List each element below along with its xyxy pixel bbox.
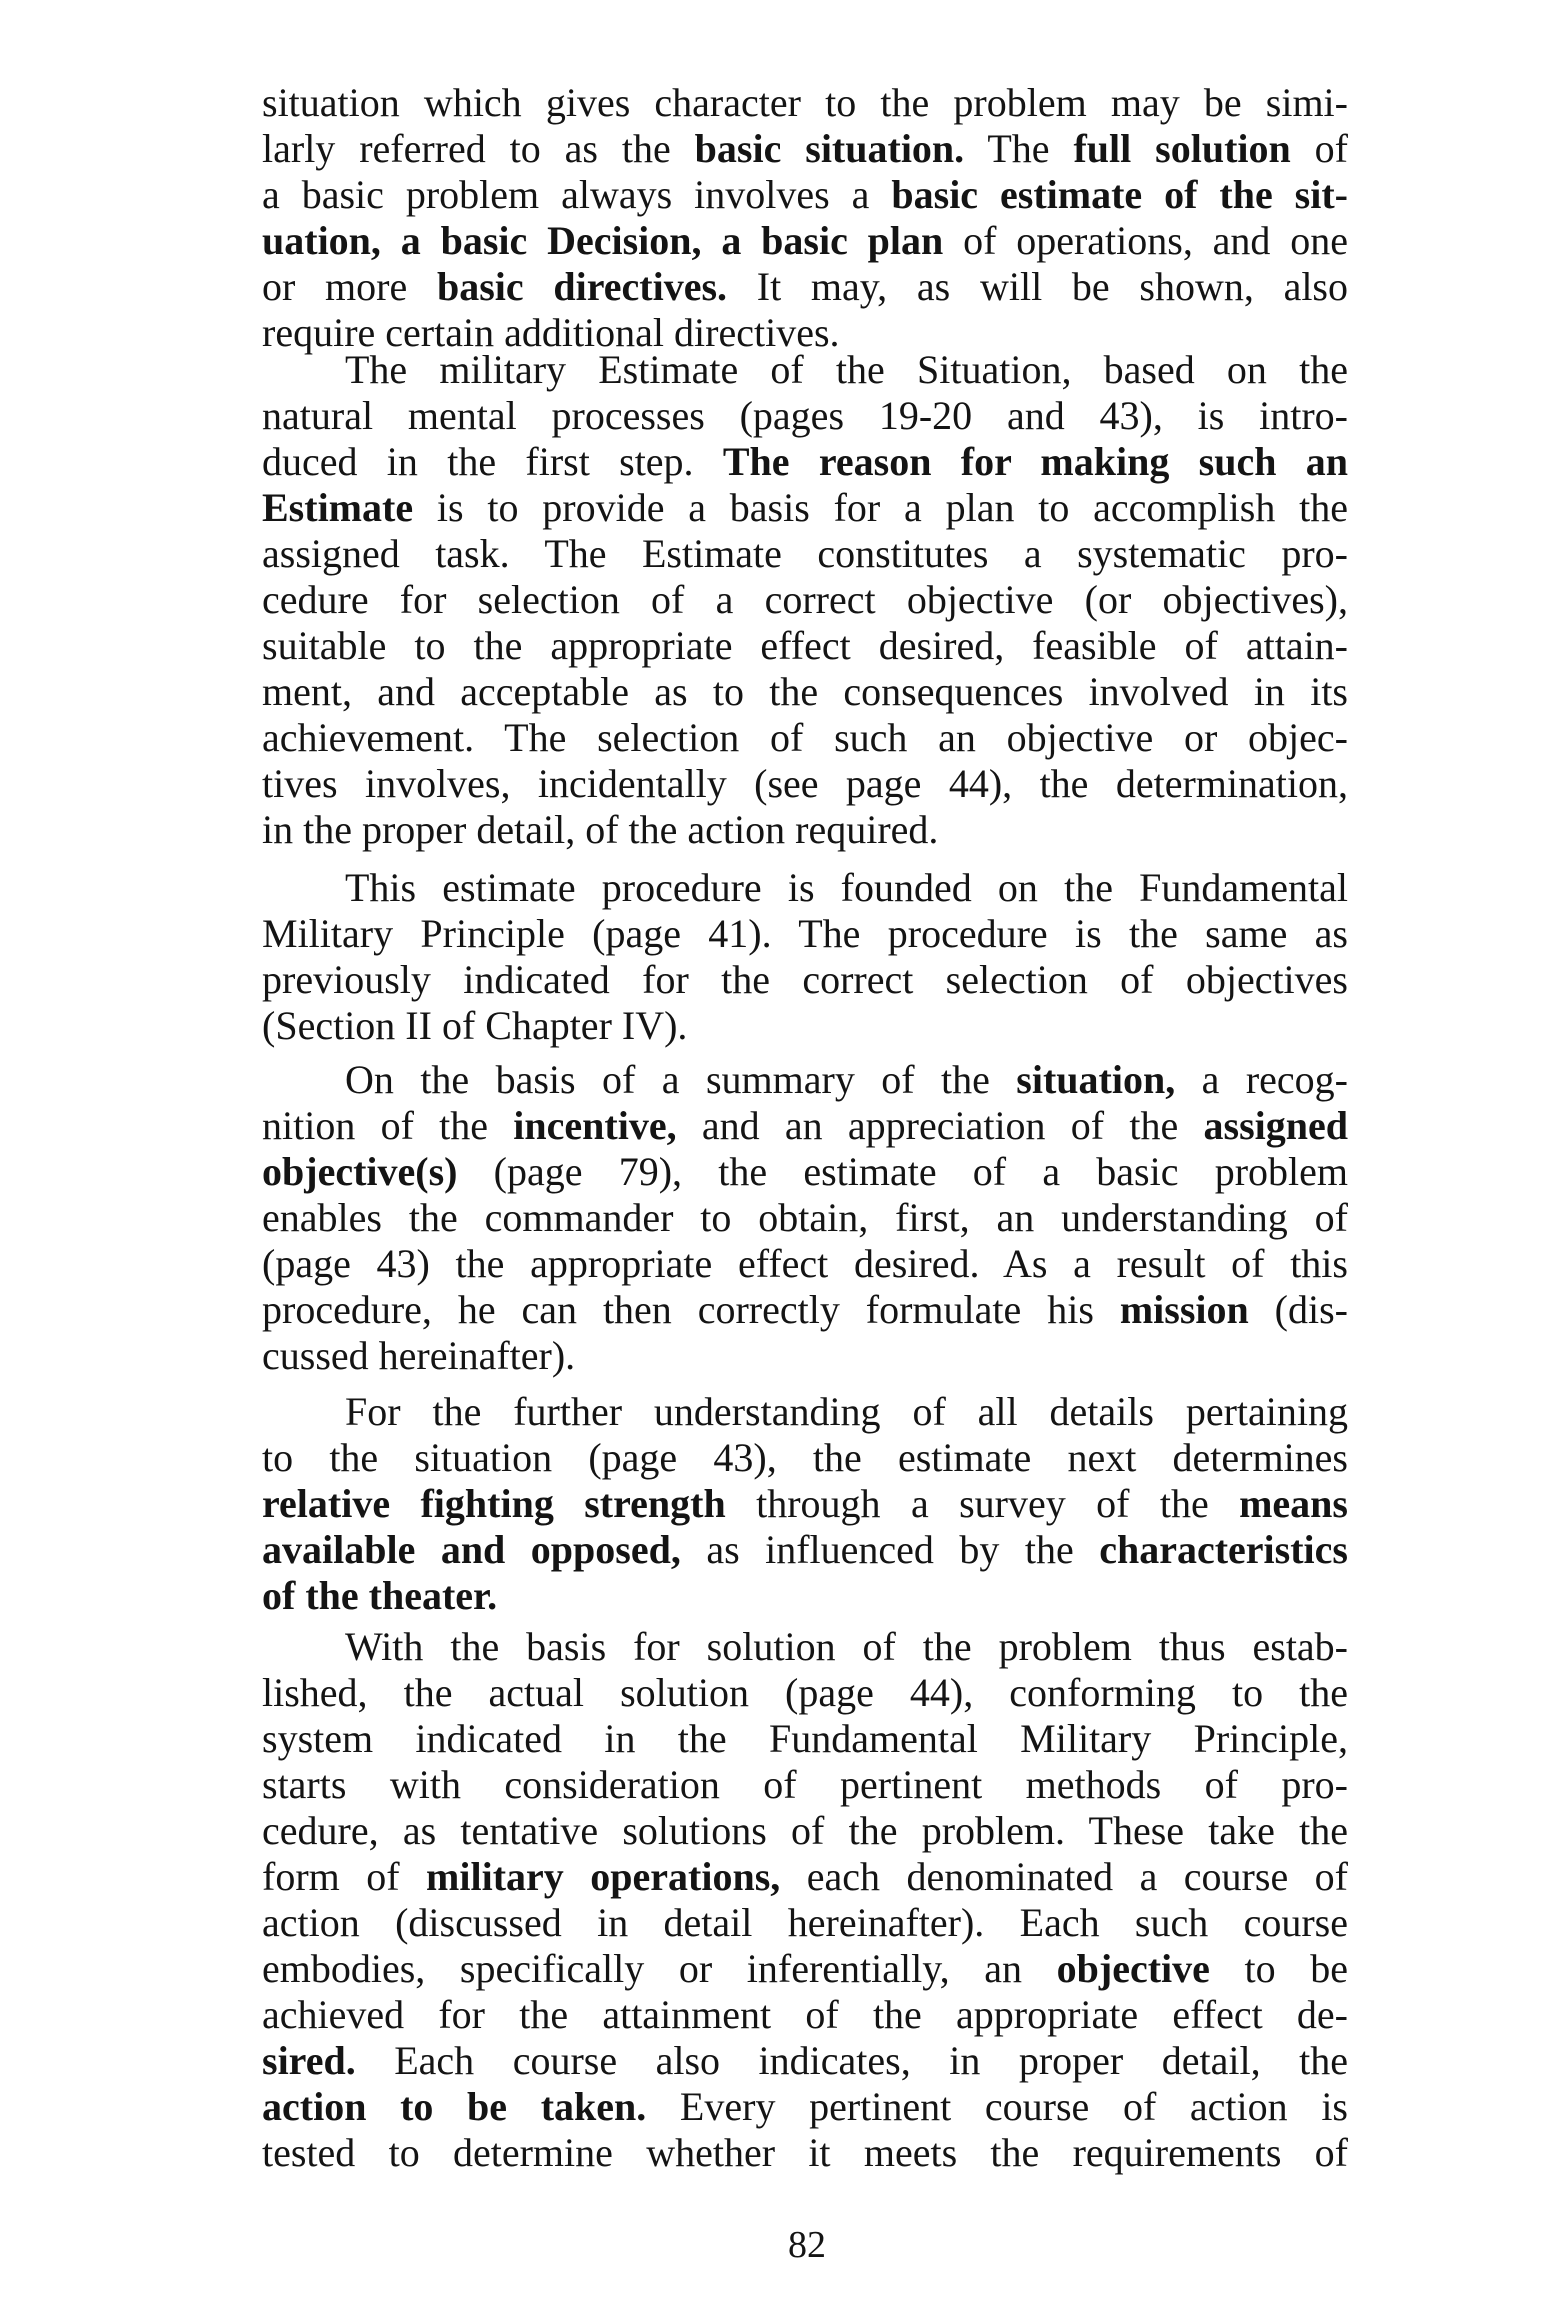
body-text: nition of the [262,1103,514,1148]
text-line [262,347,1348,393]
bold-text: situation, [1016,1057,1176,1102]
text-line [262,172,1348,218]
body-text: (page 43) the appropriate effect desired. As a result of this [262,1241,1348,1286]
body-text: tives involves, incidentally (see page 44), the determination, [262,761,1348,806]
body-text: Military Principle (page 41). The procedure is the same as [262,911,1348,956]
paragraph [262,1624,1348,2176]
body-text: On the basis of a summary of the [345,1057,1017,1102]
text-line [262,218,1348,264]
text-line [262,1527,1348,1573]
text-line [262,2038,1348,2084]
text-line [262,126,1348,172]
body-text: achievement. The selection of such an objective or objec- [262,715,1348,760]
text-line [262,1149,1348,1195]
text-line [262,80,1348,126]
bold-text: Estimate [262,485,414,530]
bold-text: relative fighting strength [262,1481,726,1526]
bold-text: basic estimate of the sit- [891,172,1348,217]
bold-text: mission [1119,1287,1249,1332]
bold-text: of the theater. [262,1573,498,1618]
paragraph [262,865,1348,1049]
body-text: The [964,126,1074,171]
body-text: a recog- [1175,1057,1348,1102]
bold-text: uation, a basic Decision, a basic plan [262,218,944,263]
body-text: For the further understanding of all details pertaining [345,1389,1348,1434]
bold-text: basic situation. [694,126,965,171]
paragraph [262,1057,1348,1379]
bold-text: available and opposed, [262,1527,681,1572]
text-line [262,1762,1348,1808]
body-text: previously indicated for the correct selection of objectives [262,957,1348,1002]
bold-text: incentive, [513,1103,677,1148]
text-line [262,2130,1348,2176]
text-line [262,1241,1348,1287]
text-line [262,1003,1348,1049]
body-text: procedure, he can then correctly formulate his [262,1287,1120,1332]
text-line [262,1435,1348,1481]
bold-text: means [1239,1481,1348,1526]
text-line [262,1057,1348,1103]
body-text: This estimate procedure is founded on the Fundamental [345,865,1348,910]
text-line [262,1808,1348,1854]
body-text: duced in the first step. [262,439,723,484]
body-text: is to provide a basis for a plan to accomplish the [413,485,1348,530]
body-text: (dis- [1248,1287,1348,1332]
body-text: achieved for the attainment of the appropriate effect de- [262,1992,1348,2037]
body-text: assigned task. The Estimate constitutes a systematic pro- [262,531,1348,576]
body-text: cedure, as tentative solutions of the problem. These take the [262,1808,1348,1853]
body-text: With the basis for solution of the problem thus estab- [345,1624,1348,1669]
bold-text: sired. [262,2038,356,2083]
body-text: or more [262,264,437,309]
text-line [262,911,1348,957]
body-text: suitable to the appropriate effect desired, feasible of attain- [262,623,1348,668]
paragraph [262,80,1348,356]
text-line [262,485,1348,531]
body-text: each denominated a course of [780,1854,1348,1899]
body-text: situation which gives character to the problem may be simi- [262,80,1348,125]
body-text: form of [262,1854,427,1899]
text-line [262,865,1348,911]
body-text: as influenced by the [680,1527,1100,1572]
body-text: lished, the actual solution (page 44), conforming to the [262,1670,1348,1715]
text-line [262,1946,1348,1992]
text-line [262,439,1348,485]
bold-text: assigned [1203,1103,1349,1148]
text-line [262,393,1348,439]
body-text: of [1290,126,1349,171]
body-text: enables the commander to obtain, first, an understanding of [262,1195,1348,1240]
text-line [262,1287,1348,1333]
text-line [262,1854,1348,1900]
text-line [262,2084,1348,2130]
body-text: tested to determine whether it meets the requirements of [262,2130,1348,2175]
bold-text: action to be taken. [262,2084,647,2129]
body-text: in the proper detail, of the action required. [262,807,939,852]
body-text: (page 79), the estimate of a basic problem [457,1149,1348,1194]
paragraph [262,347,1348,853]
paragraph [262,1389,1348,1619]
bold-text: The reason for making such an [722,439,1348,484]
body-text: larly referred to as the [262,126,695,171]
bold-text: military operations, [426,1854,781,1899]
body-text: require certain additional directives. [262,310,840,355]
bold-text: full solution [1073,126,1291,171]
bold-text: characteristics [1099,1527,1348,1572]
body-text: natural mental processes (pages 19-20 and 43), is intro- [262,393,1348,438]
body-text: through a survey of the [725,1481,1240,1526]
text-line [262,1481,1348,1527]
text-line [262,531,1348,577]
text-line [262,807,1348,853]
text-line [262,1670,1348,1716]
text-line [262,623,1348,669]
body-text: (Section II of Chapter IV). [262,1003,688,1048]
body-text: cussed hereinafter). [262,1333,576,1378]
body-text: The military Estimate of the Situation, based on the [345,347,1348,392]
text-line [262,761,1348,807]
body-text: a basic problem always involves a [262,172,892,217]
body-text: system indicated in the Fundamental Military Principle, [262,1716,1348,1761]
text-line [262,1333,1348,1379]
text-line [262,1389,1348,1435]
text-line [262,1992,1348,2038]
body-text: to be [1209,1946,1348,1991]
text-line [262,1900,1348,1946]
page-number: 82 [788,2224,826,2266]
bold-text: objective [1056,1946,1210,1991]
text-line [262,715,1348,761]
text-line [262,577,1348,623]
body-text: cedure for selection of a correct objective (or objectives), [262,577,1348,622]
bold-text: objective(s) [262,1149,458,1194]
text-line [262,1103,1348,1149]
body-text: Every pertinent course of action is [646,2084,1348,2129]
body-text: of operations, and one [943,218,1349,263]
text-line [262,1624,1348,1670]
text-line [262,1573,1348,1619]
body-text: and an appreciation of the [676,1103,1204,1148]
body-text: action (discussed in detail hereinafter). Each such course [262,1900,1348,1945]
body-text: It may, as will be shown, also [727,264,1348,309]
body-text: starts with consideration of pertinent methods of pro- [262,1762,1348,1807]
text-line [262,1195,1348,1241]
body-text: to the situation (page 43), the estimate next determines [262,1435,1348,1480]
body-text: ment, and acceptable as to the consequences involved in its [262,669,1348,714]
text-line [262,669,1348,715]
bold-text: basic directives. [436,264,728,309]
text-line [262,957,1348,1003]
body-text: Each course also indicates, in proper detail, the [355,2038,1348,2083]
text-line [262,1716,1348,1762]
body-text: embodies, specifically or inferentially, an [262,1946,1057,1991]
text-line [262,264,1348,310]
